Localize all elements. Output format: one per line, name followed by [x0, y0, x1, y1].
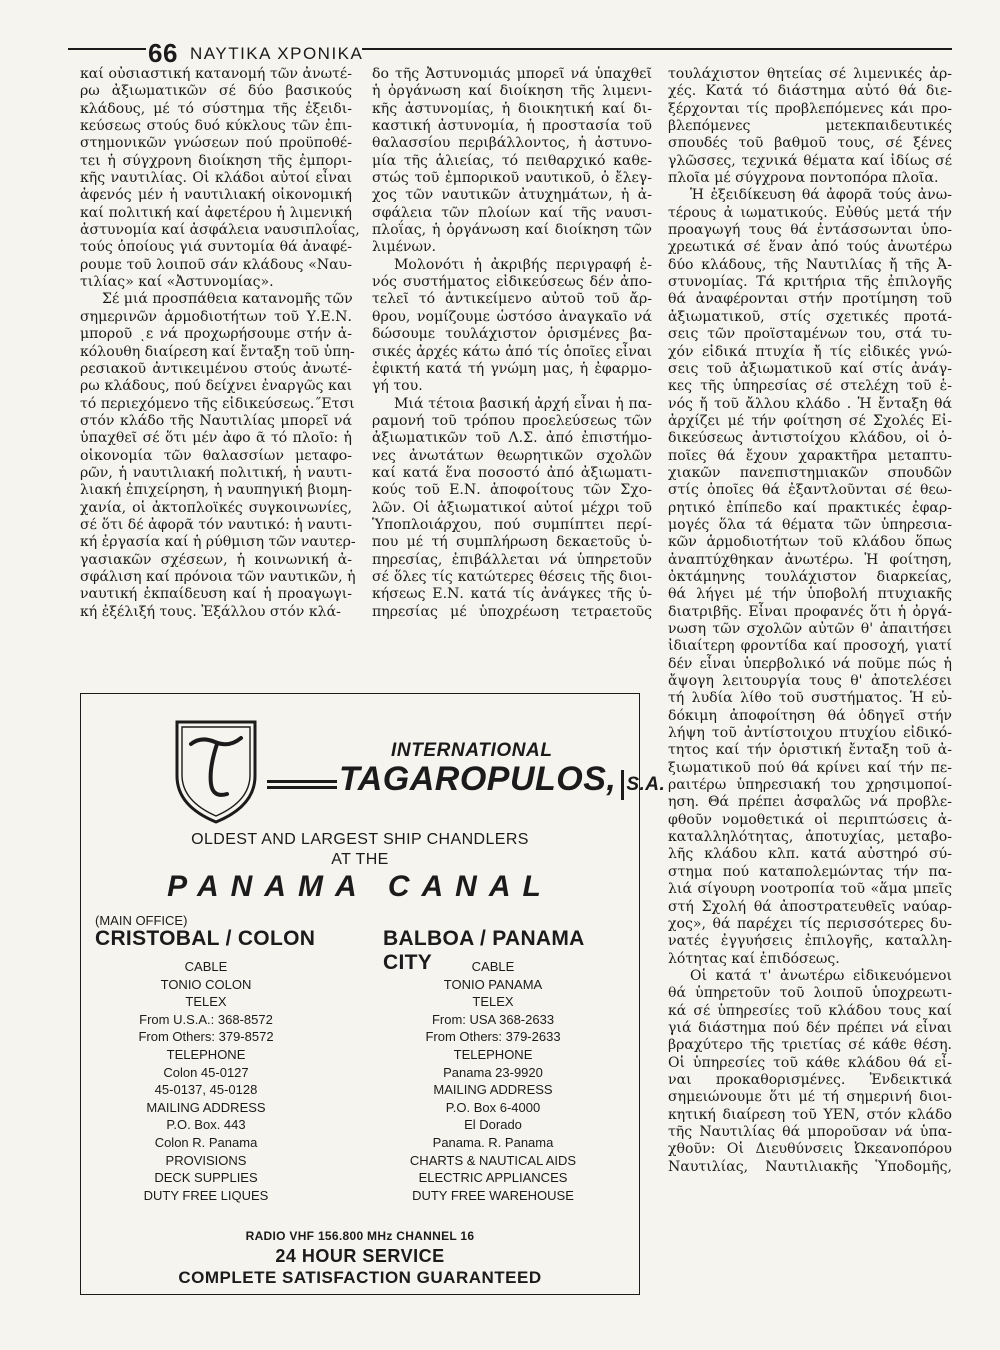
text-line: γλῶσσες, τεχνικά θέματα καί ἰδίως σέ: [668, 152, 952, 169]
ad-guarantee: COMPLETE SATISFACTION GUARANTEED: [178, 1268, 542, 1287]
text-line: κῶν ἁρμοδιοτήτων τοῦ κλάδου ὅπως: [668, 534, 952, 551]
text-line: κητική διαίρεση τοῦ ΥΕΝ, στόν κλάδο: [668, 1106, 952, 1123]
text-line: σεις τοῦ ἀξιωματικοῦ καί στίς ἀνάγ-: [668, 360, 952, 377]
ad-office-balboa: BALBOA / PANAMA CITY: [383, 927, 584, 974]
contact-line: Colon 45-0127: [163, 1064, 249, 1080]
text-line: θαλασσίου περιβάλλοντος, ἡ ἀστυνο-: [372, 135, 652, 152]
article-column-3: [668, 66, 952, 1176]
contact-line: From U.S.A.: 368-8572: [139, 1011, 273, 1027]
text-line: λιμένων.: [372, 239, 437, 256]
text-line: στή Σχολή θά ἀποστρατευθεῖς ναύαρ-: [668, 898, 952, 915]
text-line: βραχύτερο τῆς τριετίας σέ κάθε θέση.: [668, 1037, 952, 1054]
text-line: σέ ὅλες τίς κατώτερες θέσεις τῆς διοι-: [372, 568, 652, 585]
text-line: κά σέ ὑπηρεσίες τοῦ κλάδου τους καί: [668, 1002, 952, 1019]
text-line: στώς τοῦ ἐμπορικοῦ ναυτικοῦ, ὁ ἔλεγ-: [372, 170, 652, 187]
header-rule-right: [362, 48, 952, 50]
text-line: κή ἐργασία καί ἡ ρύθμιση τῶν ναυτερ-: [80, 534, 356, 551]
contact-line: Colon R. Panama: [154, 1134, 258, 1150]
text-line: Μιά τέτοια βασική ἀρχή εἶναι ἡ πα-: [394, 395, 652, 412]
text-line: προαγωγή τους θά ἐντάσσωνται ὑπο-: [668, 222, 952, 239]
text-line: τούς ὁποίους γιά συντομία θά ἀναφέ-: [80, 239, 352, 256]
text-line: θά ὑπηρετοῦν τοῦ λοιποῦ ὑποχρεωτι-: [668, 985, 952, 1002]
text-line: στυνομίας. Τά κριτήρια τῆς ἐπιλογῆς: [668, 274, 952, 291]
text-line: σεις τῶν προϊσταμένων του, στά τυ-: [668, 326, 952, 343]
contact-line: ELECTRIC APPLIANCES: [418, 1170, 568, 1186]
text-line: καί κατά ἕνα ποσοστό ἀπό ἀξιωματι-: [372, 464, 652, 481]
contact-line: 45-0137, 45-0128: [154, 1082, 258, 1098]
page-number: 66: [146, 38, 182, 69]
text-line: λῶν. Οἱ ἀξιωματικοί αὐτοί μέχρι τοῦ: [372, 499, 652, 516]
text-line: χος», θά παρέχει τίς περισσότερες δυ-: [668, 915, 952, 932]
contact-line: PROVISIONS: [165, 1152, 247, 1168]
text-line: σέ ὅτι δέ ἀφορᾶ τόν ναυτικό: ἡ ναυτι-: [80, 516, 352, 533]
text-line: κλάδους, μέ τό σύστημα τῆς ἐξειδι-: [80, 100, 352, 117]
text-line: δέν εἶναι ὑπερβολικό νά ποῦμε πώς ἡ: [668, 655, 952, 672]
ad-left-contact-list: [81, 958, 331, 1204]
text-line: νωση τῶν σχολῶν αὐτῶν θ' ἀπαιτήσει: [668, 621, 952, 637]
ad-main-office-label: (MAIN OFFICE): [95, 913, 188, 928]
contact-line: MAILING ADDRESS: [433, 1082, 553, 1098]
contact-line: TELEPHONE: [453, 1046, 533, 1062]
text-line: καταλληλότητας, ἀποτυχίας, μεταβο-: [668, 829, 952, 846]
contact-line: Panama. R. Panama: [432, 1134, 554, 1150]
text-line: στημα πού καταπολεμώντας τήν πα-: [668, 863, 952, 880]
text-line: δόκιμη ἀποφοίτηση θά ὁδηγεῖ στήν: [668, 707, 952, 724]
text-line: πηρεσίας μέ ὑποχρέωση τετραετοῦς: [372, 603, 652, 620]
text-line: κεύσεως στούς δυό κύκλους τῶν ἐπι-: [80, 118, 352, 135]
text-line: καί πολιτική καί ἀφετέρου ἡ λιμενική: [80, 204, 352, 221]
text-line: πλοΐας, ἡ ὀργάνωση καί διοίκηση τῶν: [372, 222, 652, 239]
text-line: ρεσιακοῦ ἀντικειμένου στούς ἀνωτέ-: [80, 360, 352, 377]
text-line: σημειώνουμε ὅτι μέ τή σημερινή διοι-: [668, 1089, 952, 1106]
text-line: θά ἀναφέρονται στήν προτίμηση τοῦ: [668, 291, 952, 308]
text-line: ἀφενός μέν ἡ ναυτιλιακή οἰκονομική: [80, 187, 352, 204]
text-line: χιακῶν πανεπιστημιακῶν σπουδῶν: [668, 464, 952, 481]
text-line: ναι προκαθορισμένες. Ἐνδεικτικά: [668, 1071, 952, 1088]
contact-line: DUTY FREE WAREHOUSE: [412, 1187, 574, 1203]
header-rule-left: [68, 48, 146, 50]
text-line: νατές ἐγγυήσεις ἐπιλογῆς, καταλλη-: [668, 933, 952, 950]
text-line: οἰκονομία τῶν θαλασσίων μεταφο-: [80, 447, 352, 464]
ad-radio-channel: RADIO VHF 156.800 MHz CHANNEL 16: [245, 1229, 475, 1243]
text-line: ἀξιωματικοῦ, στίς σχετικές προτά-: [668, 308, 952, 325]
contact-line: CABLE: [471, 959, 515, 974]
text-line: τιλίας» καί «Ἀστυνομίας».: [80, 274, 274, 291]
text-line: γασιακῶν σχέσεων, ἡ κοινωνική ἀ-: [80, 551, 352, 568]
text-line: θρου, νομίζουμε ὡστόσο ἀναγκαῖο νά: [372, 308, 652, 325]
ad-panama-canal: PANAMA CANAL: [167, 870, 553, 903]
contact-line: TELEX: [472, 994, 514, 1010]
article-column-1: [80, 66, 360, 621]
text-line: χος τῶν ναυτικῶν ἀτυχημάτων, ἡ ἀ-: [372, 187, 652, 204]
ad-service: 24 HOUR SERVICE: [275, 1246, 445, 1266]
text-line: κες τῆς ὑπηρεσίας σέ στελέχη τοῦ ἑ-: [668, 378, 952, 395]
text-line: λιακή ἐπιχείρηση, ἡ ναυπηγική βιομη-: [80, 482, 352, 499]
text-line: ἡ ὀργάνωση καί διοίκηση τῆς λιμενι-: [372, 83, 652, 100]
text-line: δώσουμε τουλάχιστον ὁρισμένες βα-: [372, 326, 652, 343]
contact-line: Panama 23-9920: [443, 1064, 543, 1080]
text-line: Οἱ κατά τ' ἀνωτέρω εἰδικευόμενοι: [690, 967, 952, 984]
ad-international: INTERNATIONAL: [391, 740, 553, 761]
ad-right-contact-list: [368, 958, 618, 1204]
text-line: χόν εἰδικά πτυχία ἤ τίς εἰδικές γνώ-: [668, 343, 952, 360]
contact-line: TELEX: [185, 994, 227, 1010]
text-line: ἐφικτή κατά τή γνώμη μας, ἡ ἐφαρμο-: [372, 360, 652, 377]
text-line: δικεύσεως ἀντιστοίχου κλάδου, οἱ ὁ-: [668, 430, 952, 447]
text-line: δο τῆς Ἀστυνομιάς μπορεῖ νά ὑπαχθεῖ: [372, 66, 652, 82]
text-line: τει ἡ σύγχρονη διοίκηση τῆς ἐμπορι-: [80, 152, 352, 169]
text-line: ξέρχονται τίς προβλεπόμενες κάι προ-: [668, 100, 952, 117]
text-line: κῆς ἀστυνομίας, ἡ διοικητική καί δι-: [372, 100, 652, 117]
text-line: σικές ἀρχές κάτω ἀπό τίς ὁποῖες εἶναι: [372, 343, 652, 360]
text-line: τέρους ἀ ιωματικούς. Εὐθύς μετά τήν: [668, 204, 952, 221]
contact-line: MAILING ADDRESS: [146, 1099, 266, 1115]
text-line: τῆς Ναυτιλίας θά μποροῦσαν νά ὑπα-: [668, 1123, 952, 1140]
text-line: σημερινῶν ἁρμοδιοτήτων τοῦ Υ.Ε.Ν.: [80, 308, 352, 325]
text-line: ἀξιωματικῶν τοῦ Λ.Σ. ἀπό ἐπιστήμο-: [372, 430, 652, 447]
text-line: νός συστήματος εἰδικεύσεως δέν ἀπο-: [372, 274, 652, 291]
text-line: γιά διάστημα πού δέν πρέπει νά εἶναι: [668, 1019, 952, 1036]
text-line: ρητικό ἐπίπεδο καί πρακτικές ἐφαρ-: [668, 499, 952, 516]
text-line: Σέ μιά προσπάθεια κατανομῆς τῶν: [102, 291, 353, 308]
text-line: κή ἐξέλιξή τους. Ἐξάλλου στόν κλά-: [80, 603, 341, 620]
text-line: καστική ἀστυνομία, ἡ προστασία τοῦ: [372, 118, 652, 135]
text-line: κῆς ναυτιλίας. Οἱ κλάδοι αὐτοί εἶναι: [80, 170, 352, 187]
text-line: ρουμε τοῦ λοιποῦ σάν κλάδους «Ναυ-: [80, 256, 352, 273]
text-line: στόν κλάδο τῆς Ναυτιλίας μπορεῖ νά: [80, 412, 352, 429]
text-line: ἀρχίζει μέ τήν φοίτηση σέ Σχολές Εἰ-: [668, 412, 952, 429]
contact-line: TONIO PANAMA: [443, 976, 543, 992]
text-line: ναυτική ἐκπαίδευση καί ἡ προαγωγι-: [80, 586, 352, 603]
contact-line: CHARTS & NAUTICAL AIDS: [409, 1152, 577, 1168]
contact-line: CABLE: [184, 959, 228, 974]
text-line: νός ἤ τοῦ ἄλλου κλάδο . Ἡ ἔνταξη θά: [668, 395, 952, 412]
text-line: ξιωματικοῦ πού θά κρίνει καί τήν πε-: [668, 759, 952, 776]
text-line: λιά σίγουρη νοοτροπία τοῦ «ἅμα μπεῖς: [668, 881, 952, 898]
tagaropulos-advertisement: [80, 693, 666, 1295]
contact-line: P.O. Box 6-4000: [445, 1099, 541, 1115]
text-line: μποροῦ ͺε νά προχωρήσουμε στήν ἀ-: [80, 326, 352, 343]
text-line: χές. Κατά τό διάστημα αὐτό θά διε-: [668, 83, 952, 100]
text-line: Μολονότι ἡ ἀκριβής περιγραφή ἑ-: [394, 256, 652, 273]
contact-line: TELEPHONE: [166, 1046, 246, 1062]
text-line: λότητας καί ἐπιδόσεως.: [668, 950, 840, 967]
contact-line: TONIO COLON: [160, 976, 252, 992]
text-line: χθοῦν: Οἱ Διευθύνσεις Ὠκεανοπόρου: [668, 1141, 952, 1158]
ad-tagline: OLDEST AND LARGEST SHIP CHANDLERS: [191, 831, 529, 848]
text-line: τητος καί τήν ὁριστική ἔνταξη τοῦ ἀ-: [668, 742, 952, 759]
ad-brand-name: TAGAROPULOS, S.A.: [339, 760, 666, 798]
text-line: τή λυδία λίθο τοῦ συστήματος. Ἡ εὐ-: [668, 690, 952, 707]
text-line: ποῖες θά ἔχουν χαρακτῆρα μεταπτυ-: [668, 447, 952, 464]
text-line: ὑπαχθεῖ σέ ὅτι μέν ἀφο ᾶ τό πλοῖο: ἡ: [80, 430, 352, 447]
text-line: ραμονή τοῦ τρόπου προελεύσεως τῶν: [372, 412, 652, 429]
text-line: κούς τοῦ Ε.Ν. ἀποφοίτους τῶν Σχο-: [372, 482, 652, 499]
text-line: ραιτέρω ὑπηρεσιακή του χρησιμοποί-: [668, 777, 952, 794]
text-line: ὀκτάμηνης τουλάχιστον διαρκείας,: [668, 568, 952, 585]
text-line: που μέ τή συμπλήρωση δεκαετοῦς ὑ-: [372, 534, 652, 551]
contact-line: DECK SUPPLIES: [154, 1170, 258, 1186]
text-line: Ὑποπλοιάρχου, πού συμπίπτει περί-: [372, 516, 652, 533]
text-line: κόλουθη διαίρεση καί ἔνταξη τοῦ ὑπη-: [80, 343, 355, 360]
tagaropulos-shield-logo-icon: [171, 718, 261, 826]
text-line: χανία, οἱ ἀκτοπλοϊκές συγκοινωνίες,: [80, 499, 352, 516]
text-line: ρω ἀξιωματικῶν σέ δύο βασικούς: [80, 83, 352, 100]
text-line: φθοῦν νομοθετικά οἱ περιπτώσεις ἀ-: [668, 811, 952, 828]
text-line: ρῶν, ἡ ναυτιλιακή πολιτική, ἡ ναυτι-: [80, 464, 352, 481]
text-line: βλεπόμενες μετεκπαιδευτικές: [668, 118, 952, 135]
contact-line: From Others: 379-2633: [425, 1029, 561, 1045]
text-line: ἰδιαίτερη φροντίδα καί προσοχή, γιατί: [668, 638, 952, 655]
text-line: τουλάχιστον θητείας σέ λιμενικές ἀρ-: [668, 66, 952, 82]
text-line: διατριβῆς. Εἶναι προφανές ὅτι ἡ ὀργά-: [668, 603, 952, 620]
text-line: τελεῖ τό ἀντικείμενο αὐτοῦ τοῦ ἄρ-: [372, 291, 652, 308]
brand-end-rule: [621, 770, 629, 800]
magazine-title: ΝΑΥΤΙΚΑ ΧΡΟΝΙΚΑ: [190, 44, 364, 63]
text-line: στημονικῶν γνώσεων πού προϋποθέ-: [80, 135, 352, 152]
text-line: πηρεσίας, ἐπιβάλλεται νά ὑπηρετοῦν: [372, 551, 652, 568]
text-line: πλοῖα μέ σύγχρονα ποντοπόρα πλοῖα.: [668, 170, 939, 187]
contact-line: From: USA 368-2633: [431, 1011, 555, 1027]
ad-office-cristobal: CRISTOBAL / COLON: [95, 927, 316, 950]
article-column-2: [372, 66, 652, 621]
ad-tagline-2: AT THE: [331, 851, 389, 868]
contact-line: From Others: 379-8572: [138, 1029, 274, 1045]
text-line: στίς ὁποῖες θά ἐξαντλοῦνται σέ θεω-: [668, 482, 952, 499]
text-line: ρω κλάδους, πού δείχνει ἐναργῶς και: [80, 378, 352, 395]
text-line: γή του.: [372, 378, 423, 395]
text-line: ἀναπτύχθηκαν ἀνωτέρω. Ἡ φοίτηση,: [668, 551, 952, 568]
text-line: μογές ὅλα τά θέματα τῶν ὑπηρεσια-: [668, 516, 952, 533]
text-line: ἀστυνομία καί ἀσφάλεια ναυσιπλοΐας,: [80, 222, 360, 239]
text-line: σφάλιση καί πρόνοια τῶν ναυτικῶν, ἡ: [80, 568, 356, 585]
text-line: νες ἀνωτάτων θεωρητικῶν σχολῶν: [372, 447, 652, 464]
text-line: μία τῆς ἁλιείας, τό πειθαρχικό καθε-: [372, 152, 652, 169]
text-line: θά λήγει μέ τήν ὑποβολή πτυχιακῆς: [668, 586, 952, 603]
text-line: καί οὐσιαστική κατανομή τῶν ἀνωτέ-: [80, 66, 352, 82]
text-line: λήψη τοῦ ἀντίστοιχου πτυχίου εἰδικό-: [668, 725, 952, 742]
text-line: Οἱ ὑπηρεσίες τοῦ κάθε κλάδου θά εἶ-: [668, 1054, 952, 1071]
text-line: χρεωτικά σέ ἕναν ἀπό τούς ἀνωτέρω: [668, 239, 952, 256]
contact-line: P.O. Box. 443: [166, 1117, 246, 1133]
contact-line: DUTY FREE LIQUES: [143, 1187, 269, 1203]
text-line: Ναυτιλίας, Ναυτιλιακῆς Ὑποδομῆς,: [668, 1158, 952, 1175]
text-line: κήσεως Ε.Ν. κατά τίς ἀνάγκες τῆς ὑ-: [372, 586, 652, 603]
text-line: Ἡ ἐξειδίκευση θά ἀφορᾶ τούς ἀνω-: [690, 187, 952, 204]
text-line: σπουδές τοῦ βαθμοῦ τους, σέ ξένες: [668, 135, 952, 152]
text-line: λῆς κλάδου κλπ. κατά αὐστηρό σύ-: [668, 846, 952, 863]
contact-line: El Dorado: [464, 1117, 522, 1133]
text-line: δύο κλάδους, τῆς Ναυτιλίας ἤ τῆς Ἀ-: [668, 256, 952, 273]
text-line: τό περιεχόμενο τῆς εἰδικεύσεως.˝Ετσι: [80, 395, 355, 412]
text-line: ηση. Θά πρέπει ἀσφαλῶς νά προβλε-: [668, 794, 952, 811]
text-line: σφάλεια τῶν πλοίων καί τῆς ναυσι-: [372, 204, 652, 221]
text-line: ἄψογη λειτουργία τους θ' ἀποτελέσει: [668, 673, 952, 690]
